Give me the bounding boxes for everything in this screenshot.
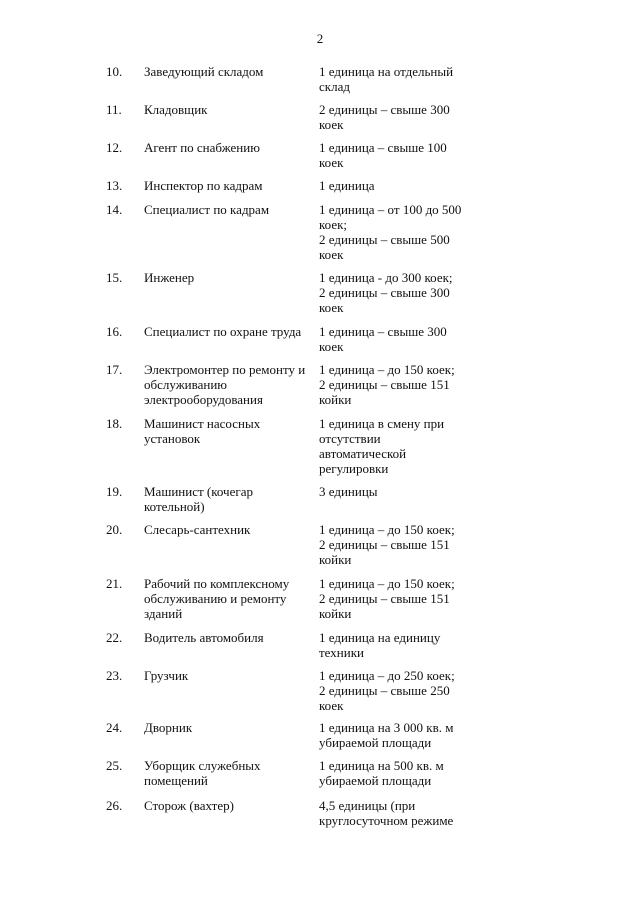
position-title	[144, 362, 312, 407]
staffing-norm-line: круглосуточном режиме	[319, 813, 454, 828]
position-title	[144, 202, 312, 217]
row-number: 11.	[106, 102, 122, 117]
position-title	[144, 324, 312, 339]
staffing-norm-line: 1 единица – до 150 коек;	[319, 362, 455, 377]
staffing-norm-line: 1 единица – от 100 до 500	[319, 202, 462, 217]
staffing-norm-line: 1 единица в смену при	[319, 416, 445, 431]
position-title-line: Специалист по кадрам	[144, 202, 270, 217]
position-title-line: Специалист по охране труда	[144, 324, 302, 339]
staffing-norm	[319, 178, 467, 193]
staffing-norm	[319, 798, 467, 828]
staffing-norm-line: 1 единица на 3 000 кв. м	[319, 720, 454, 735]
staffing-norm-line: 1 единица – свыше 100	[319, 140, 447, 155]
staffing-norm	[319, 720, 467, 750]
staffing-norm-line: убираемой площади	[319, 735, 432, 750]
position-title	[144, 576, 312, 621]
position-title-line: Слесарь-сантехник	[144, 522, 251, 537]
staffing-norm-line: 2 единицы – свыше 250	[319, 683, 450, 698]
row-number: 23.	[106, 668, 123, 683]
position-title-line: Рабочий по комплексному	[144, 576, 290, 591]
staffing-norm-line: 1 единица на единицу	[319, 630, 441, 645]
position-title-line: Уборщик служебных	[144, 758, 261, 773]
position-title-line: помещений	[144, 773, 208, 788]
position-title	[144, 484, 312, 514]
staffing-norm-line: 1 единица - до 300 коек;	[319, 270, 453, 285]
position-title	[144, 64, 312, 79]
staffing-norm	[319, 758, 467, 788]
staffing-norm-line: коек	[319, 155, 344, 170]
position-title-line: Водитель автомобиля	[144, 630, 264, 645]
staffing-norm	[319, 362, 467, 407]
position-title-line: обслуживанию	[144, 377, 228, 392]
staffing-norm-line: отсутствии	[319, 431, 381, 446]
position-title-line: обслуживанию и ремонту	[144, 591, 287, 606]
position-title-line: котельной)	[144, 499, 205, 514]
staffing-norm	[319, 416, 467, 476]
position-title	[144, 178, 312, 193]
staffing-norm-line: техники	[319, 645, 364, 660]
position-title	[144, 758, 312, 788]
staffing-norm-line: 2 единицы – свыше 151	[319, 591, 450, 606]
staffing-norm-line: 1 единица – свыше 300	[319, 324, 447, 339]
row-number: 16.	[106, 324, 123, 339]
row-number: 15.	[106, 270, 123, 285]
staffing-norm-line: коек	[319, 247, 344, 262]
row-number: 12.	[106, 140, 123, 155]
staffing-norm	[319, 102, 467, 132]
staffing-norm-line: коек	[319, 698, 344, 713]
row-number: 18.	[106, 416, 123, 431]
position-title	[144, 522, 312, 537]
position-title	[144, 270, 312, 285]
staffing-norm-line: 2 единицы – свыше 300	[319, 102, 450, 117]
staffing-norm-line: 3 единицы	[319, 484, 378, 499]
page-number: 2	[316, 31, 324, 46]
staffing-norm	[319, 484, 467, 499]
staffing-norm-line: коек;	[319, 217, 348, 232]
staffing-norm-line: убираемой площади	[319, 773, 432, 788]
position-title	[144, 416, 312, 446]
staffing-norm-line: коек	[319, 339, 344, 354]
staffing-norm-line: койки	[319, 606, 352, 621]
staffing-norm-line: 1 единица	[319, 178, 375, 193]
staffing-norm-line: 4,5 единицы (при	[319, 798, 416, 813]
staffing-norm	[319, 324, 467, 354]
staffing-norm	[319, 202, 467, 262]
position-title-line: Инспектор по кадрам	[144, 178, 263, 193]
position-title-line: Машинист (кочегар	[144, 484, 253, 499]
position-title-line: Кладовщик	[144, 102, 208, 117]
staffing-norm-line: коек	[319, 117, 344, 132]
staffing-norm-line: склад	[319, 79, 350, 94]
staffing-norm-line: койки	[319, 392, 352, 407]
staffing-norm-line: коек	[319, 300, 344, 315]
position-title	[144, 102, 312, 117]
position-title	[144, 798, 312, 813]
staffing-norm-line: 1 единица на 500 кв. м	[319, 758, 444, 773]
row-number: 24.	[106, 720, 123, 735]
staffing-norm	[319, 630, 467, 660]
position-title-line: Агент по снабжению	[144, 140, 260, 155]
staffing-norm	[319, 576, 467, 621]
staffing-norm-line: 2 единицы – свыше 151	[319, 537, 450, 552]
staffing-norm	[319, 668, 467, 713]
row-number: 21.	[106, 576, 123, 591]
staffing-norm-line: 2 единицы – свыше 500	[319, 232, 450, 247]
staffing-norm-line: 1 единица – до 250 коек;	[319, 668, 455, 683]
position-title	[144, 668, 312, 683]
staffing-norm-line: койки	[319, 552, 352, 567]
row-number: 25.	[106, 758, 123, 773]
staffing-norm-line: 1 единица на отдельный	[319, 64, 454, 79]
staffing-norm	[319, 522, 467, 567]
position-title-line: Дворник	[144, 720, 193, 735]
row-number: 17.	[106, 362, 123, 377]
staffing-norm-line: 1 единица – до 150 коек;	[319, 576, 455, 591]
position-title	[144, 140, 312, 155]
row-number: 14.	[106, 202, 123, 217]
position-title	[144, 720, 312, 735]
position-title-line: Машинист насосных	[144, 416, 261, 431]
row-number: 26.	[106, 798, 123, 813]
row-number: 20.	[106, 522, 123, 537]
position-title-line: Грузчик	[144, 668, 189, 683]
row-number: 13.	[106, 178, 123, 193]
staffing-norm-line: автоматической	[319, 446, 407, 461]
position-title-line: Заведующий складом	[144, 64, 264, 79]
row-number: 22.	[106, 630, 123, 645]
staffing-norm	[319, 140, 467, 170]
position-title-line: зданий	[144, 606, 183, 621]
position-title-line: Электромонтер по ремонту и	[144, 362, 306, 377]
position-title	[144, 630, 312, 645]
staffing-norm-line: 2 единицы – свыше 151	[319, 377, 450, 392]
staffing-norm	[319, 270, 467, 315]
staffing-norm-line: регулировки	[319, 461, 389, 476]
row-number: 10.	[106, 64, 123, 79]
row-number: 19.	[106, 484, 123, 499]
staffing-norm	[319, 64, 467, 94]
position-title-line: электрооборудования	[144, 392, 263, 407]
staffing-norm-line: 2 единицы – свыше 300	[319, 285, 450, 300]
staffing-norm-line: 1 единица – до 150 коек;	[319, 522, 455, 537]
position-title-line: Сторож (вахтер)	[144, 798, 234, 813]
position-title-line: установок	[144, 431, 201, 446]
position-title-line: Инженер	[144, 270, 195, 285]
